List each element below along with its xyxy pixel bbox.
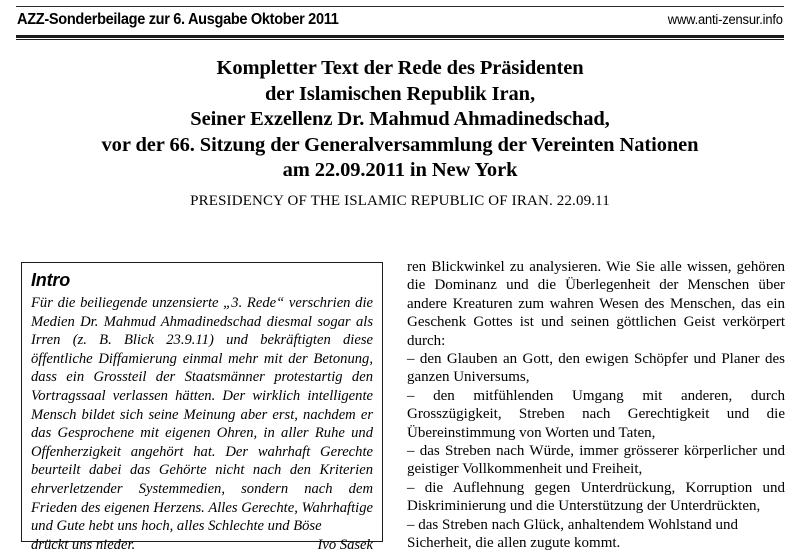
masthead-row xyxy=(16,7,784,34)
title-line-1: Kompletter Text der Rede des Präsidenten xyxy=(216,57,584,79)
title-line-5: am 22.09.2011 in New York xyxy=(282,159,518,181)
title-line-2: der Islamischen Republik Iran, xyxy=(264,82,535,105)
right-column xyxy=(407,258,785,553)
intro-last-line: drückt uns nieder. xyxy=(31,536,136,553)
publication-title: AZZ-Sonderbeilage zur 6. Ausgabe Oktober 2011 xyxy=(17,11,339,28)
website-url[interactable]: www.anti-zensur.info xyxy=(667,12,783,27)
intro-author-signature: Ivo Sasek xyxy=(317,536,373,553)
intro-body-text: Für die beiliegende unzensierte „3. Rede“ verschrien die Medien Dr. Mahmud Ahmadinedschad diesmal sogar als Irren (z. B. Blick 23.9.11) und bekräftigten diese öffentliche Diffamierung einmal mehr mit der Betonung, dass ein Grossteil der Staatsmänner protestartig den Vortragssaal verlassen hätten. Der wirklich intelligente Mensch bildet sich seine Meinung aber erst, nachdem er das Gesprochene mit eigenen Ohren, in aller Ruhe und Offenherzigkeit angehört hat. Der wahrhaft Gerechte beurteilt dabei das Gehörte nicht nach den Kriterien ehrverletzender Systemmedien, sondern nach dem Frieden des eigenen Herzens. Alles Gerechte, Wahrhaftige und Gute hebt uns hoch, alles Schlechte und Böse xyxy=(31,295,373,535)
speech-opening-paragraph: ren Blickwinkel zu analysieren. Wie Sie alle wissen, gehören die Dominanz und die Überlegenheit der Menschen über andere Kreaturen zum wahren Wesen des Menschen, das ein Geschenk Gottes ist und seinen göttlichen Geist verkörpert durch: xyxy=(407,259,785,349)
speech-bullet-2: – den mitfühlenden Umgang mit anderen, durch Grosszügigkeit, Streben nach Gerechtigkeit und die Übereinstimmung von Worten und Taten, xyxy=(407,387,785,441)
masthead xyxy=(16,6,784,40)
speech-bullet-5: – das Streben nach Glück, anhaltendem Wohlstand und Sicherheit, die allen zugute kommt. xyxy=(407,516,738,552)
speech-bullet-4: – die Auflehnung gegen Unterdrückung, Korruption und Diskriminierung und die Unterstützung der Unterdrückten, xyxy=(407,479,785,515)
speech-bullet-3: – das Streben nach Würde, immer grösserer körperlicher und geistiger Vollkommenheit und Freiheit, xyxy=(407,443,785,478)
intro-box xyxy=(21,262,383,553)
title-subtitle: PRESIDENCY OF THE ISLAMIC REPUBLIC OF IRAN. 22.09.11 xyxy=(190,192,610,209)
masthead-bottom-rule-thin xyxy=(16,39,784,40)
intro-signature-row xyxy=(31,536,373,555)
masthead-bottom-rule-thick xyxy=(16,35,784,38)
page-title xyxy=(16,56,784,212)
title-line-3: Seiner Exzellenz Dr. Mahmud Ahmadinedschad, xyxy=(190,108,610,130)
speech-bullet-1: – den Glauben an Gott, den ewigen Schöpfer und Planer des ganzen Universums, xyxy=(407,351,785,386)
title-line-4: vor der 66. Sitzung der Generalversammlung der Vereinten Nationen xyxy=(101,133,699,156)
intro-heading: Intro xyxy=(31,270,70,290)
